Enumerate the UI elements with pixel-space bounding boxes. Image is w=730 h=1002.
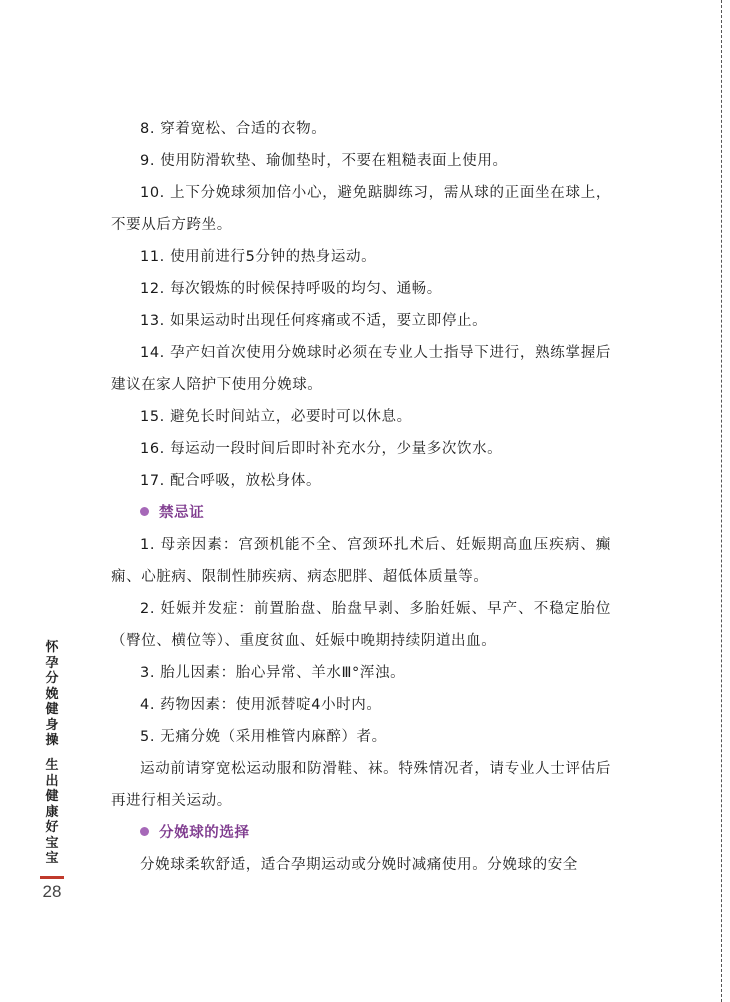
section-heading-contraindications: [111, 497, 611, 529]
paragraph-item-12: 12. 每次锻炼的时候保持呼吸的均匀、通畅。: [140, 281, 442, 297]
paragraph-item-8: 8. 穿着宽松、合适的衣物。: [140, 121, 327, 137]
page-number-rule: [40, 876, 64, 879]
paragraph-item-11: 11. 使用前进行5分钟的热身运动。: [140, 249, 377, 265]
paragraph-item-15: 15. 避免长时间站立，必要时可以休息。: [140, 409, 412, 425]
paragraph-item-9: 9. 使用防滑软垫、瑜伽垫时，不要在粗糙表面上使用。: [140, 153, 508, 169]
contraindication-item-4: 4. 药物因素：使用派替啶4小时内。: [140, 697, 382, 713]
contraindication-item-3: 3. 胎儿因素：胎心异常、羊水Ⅲ°浑浊。: [140, 665, 406, 681]
running-title-part1: 怀孕分娩健身操: [45, 640, 59, 748]
page-body: [111, 113, 611, 881]
paragraph-item-13: 13. 如果运动时出现任何疼痛或不适，要立即停止。: [140, 313, 488, 329]
contraindication-item-2: 2. 妊娠并发症：前置胎盘、胎盘早剥、多胎妊娠、早产、不稳定胎位（臀位、横位等）、重度贫血、妊娠中晚期持续阴道出血。: [111, 601, 611, 649]
section-heading-ball-choice: [111, 817, 611, 849]
section-heading-label: 分娩球的选择: [159, 825, 250, 841]
bullet-dot-icon: [140, 507, 149, 516]
paragraph-item-10: 10. 上下分娩球须加倍小心，避免踮脚练习，需从球的正面坐在球上，不要从后方跨坐。: [111, 185, 611, 233]
paragraph-item-17: 17. 配合呼吸，放松身体。: [140, 473, 322, 489]
paragraph-item-14: 14. 孕产妇首次使用分娩球时必须在专业人士指导下进行，熟练掌握后建议在家人陪护下使用分娩球。: [111, 345, 611, 393]
bullet-dot-icon: [140, 827, 149, 836]
contraindication-note: 运动前请穿宽松运动服和防滑鞋、袜。特殊情况者，请专业人士评估后再进行相关运动。: [111, 761, 611, 809]
page-edge-dashed-line: [721, 0, 722, 1002]
ball-choice-paragraph: 分娩球柔软舒适，适合孕期运动或分娩时减痛使用。分娩球的安全: [140, 857, 578, 873]
page-number: 28: [42, 882, 62, 901]
paragraph-item-16: 16. 每运动一段时间后即时补充水分，少量多次饮水。: [140, 441, 503, 457]
running-title-part2: 生出健康好宝宝: [45, 758, 59, 866]
contraindication-item-5: 5. 无痛分娩（采用椎管内麻醉）者。: [140, 729, 387, 745]
contraindication-item-1: 1. 母亲因素：宫颈机能不全、宫颈环扎术后、妊娠期高血压疾病、癫痫、心脏病、限制性肺疾病、病态肥胖、超低体质量等。: [111, 537, 611, 585]
section-heading-label: 禁忌证: [159, 505, 205, 521]
